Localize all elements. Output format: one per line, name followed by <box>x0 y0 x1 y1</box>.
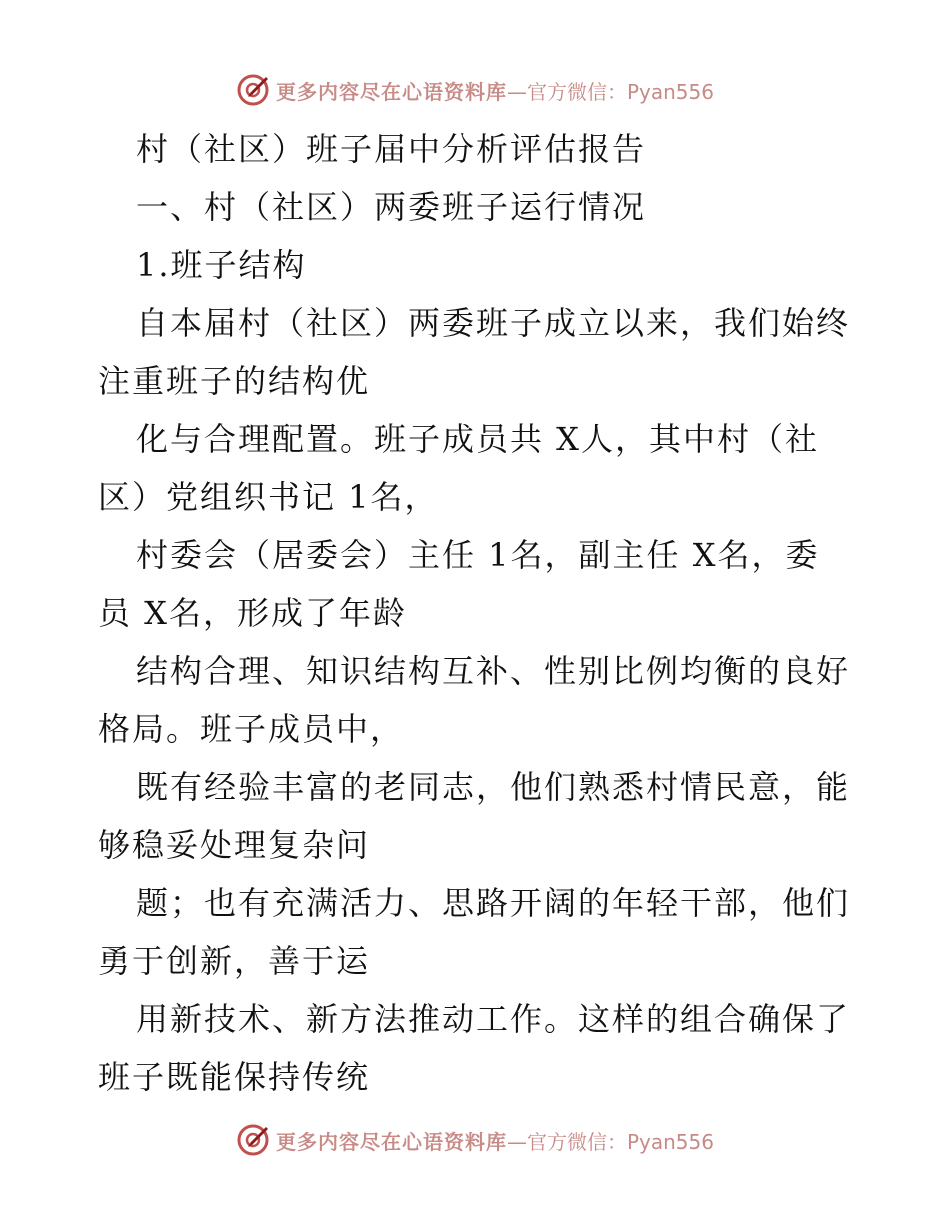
text-line: 村委会（居委会）主任 1名，副主任 X名，委 <box>136 536 820 574</box>
pen-logo-icon <box>236 73 270 107</box>
text-line: 自本届村（社区）两委班子成立以来，我们始终 <box>136 304 851 342</box>
header-banner <box>0 70 950 110</box>
text-line: 题；也有充满活力、思路开阔的年轻干部，他们 <box>136 884 851 922</box>
text-line: 一、村（社区）两委班子运行情况 <box>136 188 647 226</box>
text-line: 够稳妥处理复杂问 <box>98 826 371 864</box>
footer-slogan: 更多内容尽在心语资料库 <box>275 1129 507 1154</box>
text-line: 用新技术、新方法推动工作。这样的组合确保了 <box>136 1000 851 1038</box>
text-line: 村（社区）班子届中分析评估报告 <box>136 130 647 168</box>
text-line: 班子既能保持传统 <box>98 1058 371 1096</box>
text-line: 既有经验丰富的老同志，他们熟悉村情民意，能 <box>136 768 851 806</box>
pen-logo-icon <box>236 1123 270 1157</box>
text-line: 格局。班子成员中， <box>98 710 405 748</box>
text-line: 区）党组织书记 1名， <box>98 478 439 516</box>
text-line: 1.班子结构 <box>136 246 307 284</box>
document-body <box>98 120 858 1106</box>
header-wechat: —官方微信：Pyan556 <box>506 79 714 104</box>
text-line: 勇于创新，善于运 <box>98 942 371 980</box>
header-slogan: 更多内容尽在心语资料库 <box>275 79 507 104</box>
footer-banner <box>0 1120 950 1160</box>
footer-wechat: —官方微信：Pyan556 <box>506 1129 714 1154</box>
text-line: 结构合理、知识结构互补、性别比例均衡的良好 <box>136 652 851 690</box>
text-line: 化与合理配置。班子成员共 X人，其中村（社 <box>136 420 819 458</box>
text-line: 注重班子的结构优 <box>98 362 371 400</box>
text-line: 员 X名，形成了年龄 <box>98 594 407 632</box>
